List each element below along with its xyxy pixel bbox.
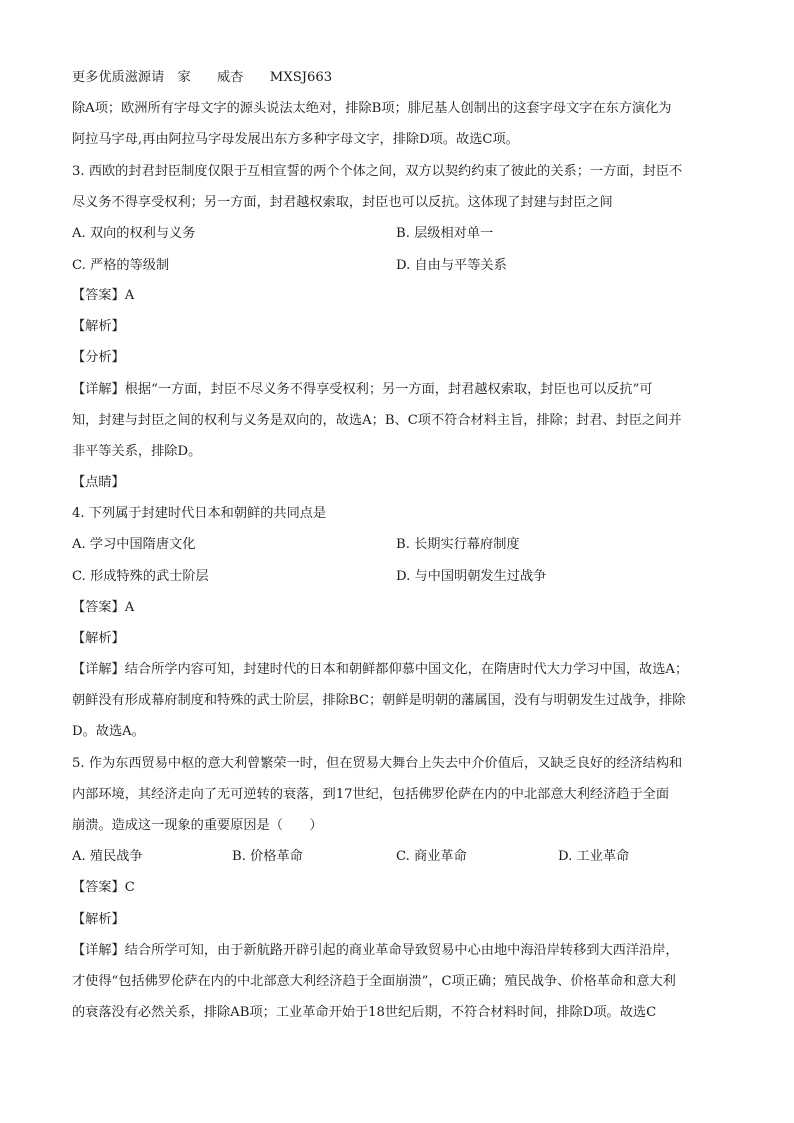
q4-option-d: D. 与中国明朝发生过战争 xyxy=(396,569,547,584)
q3-stem-line-1: 3. 西欧的封君封臣制度仅限于互相宣誓的两个个体之间，双方以契约约束了彼此的关系；一方面，封臣不 xyxy=(72,164,683,179)
q4-option-a: A. 学习中国隋唐文化 xyxy=(72,537,196,552)
q5-option-a: A. 殖民战争 xyxy=(72,849,143,864)
q4-analysis-heading: 【解析】 xyxy=(72,631,125,646)
q4-option-b: B. 长期实行幕府制度 xyxy=(396,537,520,552)
q5-stem-line-1: 5. 作为东西贸易中枢的意大利曾繁荣一时，但在贸易大舞台上失去中介价值后，又缺乏良好的经济结构和 xyxy=(72,756,683,771)
q4-detail-line-1: 【详解】结合所学内容可知，封建时代的日本和朝鲜都仰慕中国文化，在隋唐时代大力学习中国，故选A； xyxy=(72,662,689,677)
q5-detail-line-1: 【详解】结合所学可知，由于新航路开辟引起的商业革命导致贸易中心由地中海沿岸转移到大西洋沿岸， xyxy=(72,943,679,958)
q3-option-c: C. 严格的等级制 xyxy=(72,258,170,273)
q5-stem-line-3: 崩溃。造成这一现象的重要原因是（ ） xyxy=(72,818,323,833)
q5-stem-line-2: 内部环境，其经济走向了无可逆转的衰落，到17世纪，包括佛罗伦萨在内的中北部意大利经济趋于全面 xyxy=(72,787,670,802)
q3-option-d: D. 自由与平等关系 xyxy=(396,258,507,273)
q4-answer: 【答案】A xyxy=(72,600,135,615)
q2-analysis-line-1: 除A项；欧洲所有字母文字的源头说法太绝对，排除B项；腓尼基人创制出的这套字母文字在东方演化为 xyxy=(72,101,672,116)
q3-dianjing-heading: 【点睛】 xyxy=(72,475,125,490)
q3-detail-line-2: 知，封建与封臣之间的权利与义务是双向的，故选A；B、C项不符合材料主旨，排除；封君、封臣之间并 xyxy=(72,413,682,428)
q3-stem-line-2: 尽义务不得享受权利；另一方面，封君越权索取，封臣也可以反抗。这体现了封建与封臣之间 xyxy=(72,195,613,210)
q3-answer: 【答案】A xyxy=(72,288,135,303)
q5-analysis-heading: 【解析】 xyxy=(72,912,125,927)
q3-detail-line-1: 【详解】根据“一方面，封臣不尽义务不得享受权利；另一方面，封君越权索取，封臣也可以反抗”可 xyxy=(72,382,653,397)
q3-detail-line-3: 非平等关系，排除D。 xyxy=(72,444,202,459)
q3-fenxi-heading: 【分析】 xyxy=(72,350,125,365)
q4-stem: 4. 下列属于封建时代日本和朝鲜的共同点是 xyxy=(72,506,327,521)
q5-option-d: D. 工业革命 xyxy=(558,849,630,864)
q3-option-a: A. 双向的权利与义务 xyxy=(72,226,196,241)
q3-analysis-heading: 【解析】 xyxy=(72,319,125,334)
q3-option-b: B. 层级相对单一 xyxy=(396,226,494,241)
page-header-watermark: 更多优质滋源请 家 威杏 MXSJ663 xyxy=(72,70,333,85)
q2-analysis-line-2: 阿拉马字母,再由阿拉马字母发展出东方多种字母文字，排除D项。故选C项。 xyxy=(72,132,519,147)
q5-detail-line-3: 的衰落没有必然关系，排除AB项；工业革命开始于18世纪后期，不符合材料时间，排除D项。故选C xyxy=(72,1005,657,1020)
q5-detail-line-2: 才使得“包括佛罗伦萨在内的中北部意大利经济趋于全面崩溃”，C项正确；殖民战争、价格革命和意大利 xyxy=(72,974,676,989)
q5-option-c: C. 商业革命 xyxy=(396,849,467,864)
q4-detail-line-3: D。故选A。 xyxy=(72,724,145,739)
q5-answer: 【答案】C xyxy=(72,880,135,895)
q5-option-b: B. 价格革命 xyxy=(232,849,303,864)
q4-detail-line-2: 朝鲜没有形成幕府制度和特殊的武士阶层，排除BC；朝鲜是明朝的藩属国，没有与明朝发生过战争，排除 xyxy=(72,693,686,708)
q4-option-c: C. 形成特殊的武士阶层 xyxy=(72,569,209,584)
